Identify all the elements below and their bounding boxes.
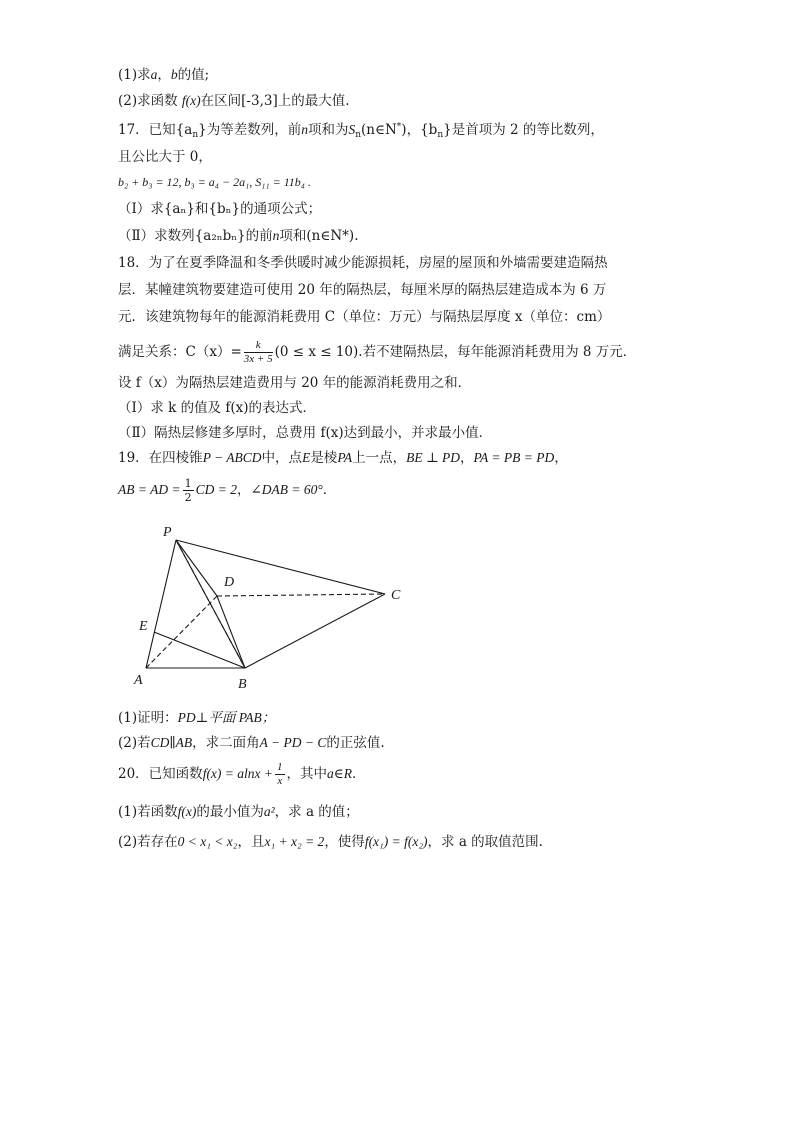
q19-part1: (1)证明：PD⊥平面 PAB； [118,710,276,726]
q18-line4: 满足关系：C（x）= $\frac{k}{3x + 5}$ (0 ≤ x ≤ 10).若不建隔热层，每年能源消耗费用为 8 万元． [118,339,637,365]
q18-line3: 元．该建筑物每年的能源消耗费用 C（单位：万元）与隔热层厚度 x（单位：cm） [118,309,611,325]
q18-line1: 18．为了在夏季降温和冬季供暖时减少能源损耗，房屋的屋顶和外墙需要建造隔热 [118,255,608,271]
q18-part1: （Ⅰ）求 k 的值及 f(x)的表达式． [118,400,317,416]
edge-AD-dashed [146,596,217,668]
edge-DB [217,596,245,668]
label-A: A [134,673,143,688]
q18-line5: 设 f（x）为隔热层建造费用与 20 年的能源消耗费用之和． [118,375,472,391]
edge-BE [154,632,245,668]
edge-PD-vis [176,540,217,596]
q19-line2: AB = AD = $\frac{1}{2}$ CD = 2，∠DAB = 60°． [118,477,337,504]
q16-part1: (1)求a，b的值; [118,67,210,83]
q17-conditions: b₂ + b₃ = 12, b₃ = a₄ − 2a₁, S₁₁ = 11b₄ . [118,175,311,189]
q19-part2: (2)若CD∥AB，求二面角A − PD − C的正弦值. [118,735,385,751]
label-D: D [224,575,235,590]
q17-part2: （Ⅱ）求数列{a₂ₙbₙ}的前n项和(n∈N*). [118,228,359,244]
q20-part1: (1)若函数f(x)的最小值为a²，求 a 的值； [118,804,359,820]
label-E: E [139,619,148,634]
q16-part2: (2)求函数 f(x)在区间[-3,3]上的最大值. [118,93,350,109]
q18-line2: 层．某幢建筑物要建造可使用 20 年的隔热层，每厘米厚的隔热层建造成本为 6 万 [118,282,607,298]
q20-part2: (2)若存在0 < x₁ < x₂，且x₁ + x₂ = 2，使得f(x₁) = f(x₂)，求 a 的取值范围. [118,834,543,850]
label-C: C [391,588,401,603]
q17-line2: 且公比大于 0， [118,149,212,165]
q20-fraction: $\frac{1}{x}$ [277,761,283,787]
label-B: B [238,677,247,692]
q17-line1: 17．已知$\{a_n\}$为等差数列，前n项和为$S_n(n\in N^*)$，$\{b_n\}$是首项为 2 的等比数列， [118,122,604,140]
edge-DC-dashed [217,594,385,596]
edge-BC [245,594,385,668]
q20-line1: 20．已知函数f(x) = alnx + $\frac{1}{x}$ ，其中a∈R． [118,761,366,787]
q18-fraction: $\frac{k}{3x + 5}$ [243,339,273,365]
edge-PA [146,540,176,668]
label-P: P [163,525,172,540]
edge-PC [176,540,385,594]
q19-half-fraction: $\frac{1}{2}$ [184,477,192,504]
q17-part1: （Ⅰ）求{aₙ}和{bₙ}的通项公式； [118,201,322,217]
q19-line1: 19．在四棱锥P − ABCD中，点E是棱PA上一点，BE ⊥ PD，PA = PB = PD， [118,450,568,466]
q18-part2: （Ⅱ）隔热层修建多厚时，总费用 f(x)达到最小，并求最小值． [118,425,493,441]
